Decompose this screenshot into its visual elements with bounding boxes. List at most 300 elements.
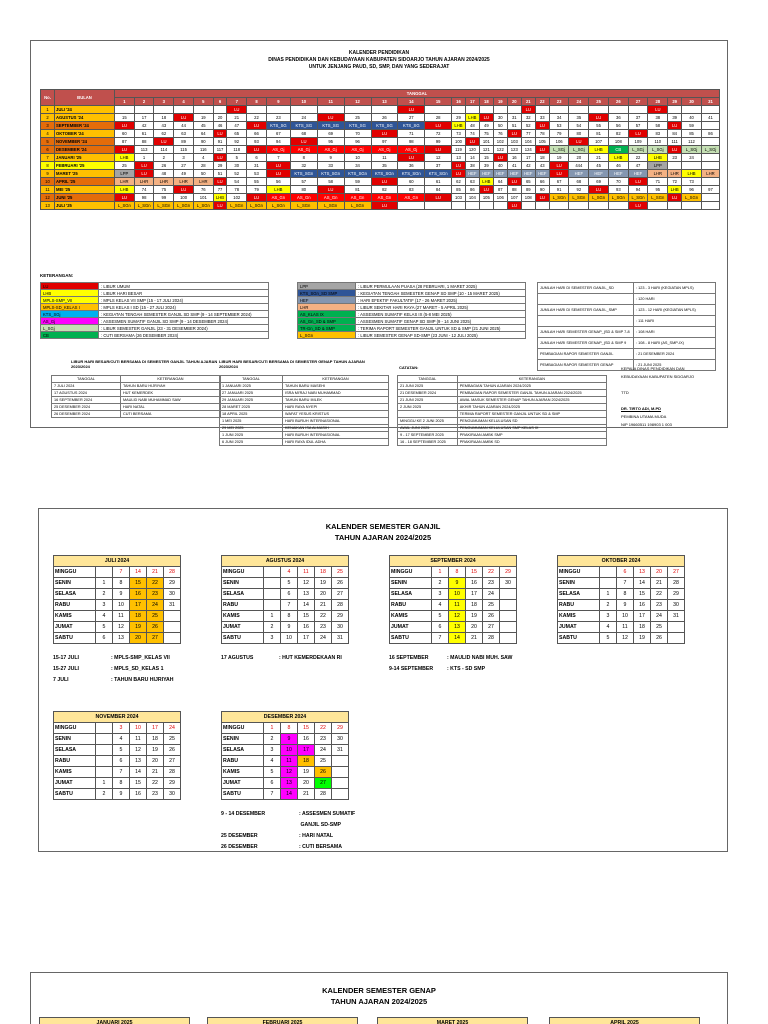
summary-value: : 21 JUNI 2025 <box>634 360 716 371</box>
week-row <box>222 622 349 633</box>
event-date: 17 AGUSTUS <box>221 655 254 661</box>
day-cell: L_SGn <box>648 194 668 202</box>
month-name: JANUARI 2025 <box>40 1018 190 1024</box>
day-cell: 38 <box>465 162 479 170</box>
event-text: : HARI NATAL <box>299 833 334 839</box>
date-cell: 27 <box>164 756 181 767</box>
week-row <box>222 567 349 578</box>
day-cell <box>589 202 609 210</box>
date-cell: 1 <box>264 611 281 622</box>
day-cell: 37 <box>628 114 648 122</box>
day-cell: LU <box>569 138 589 146</box>
day-cell: 108 <box>521 194 535 202</box>
hdr-tanggal: TANGGAL <box>115 90 720 98</box>
legend-row <box>41 290 269 297</box>
date-cell: 6 <box>113 756 130 767</box>
day-cell: 89 <box>521 186 535 194</box>
date-cell: 29 <box>500 567 517 578</box>
day-header: 12 <box>344 98 371 106</box>
semester-genap-page <box>30 972 728 1024</box>
day-cell: 117 <box>213 146 227 154</box>
day-cell: 87 <box>115 138 135 146</box>
day-cell: 106 <box>493 194 507 202</box>
sign-line: TTD <box>621 390 629 395</box>
legend-row <box>41 304 269 311</box>
title-line-1: KALENDER PENDIDIKAN <box>348 50 410 56</box>
date-cell: 7 <box>281 600 298 611</box>
event-line <box>53 653 174 664</box>
date-cell: 23 <box>147 789 164 800</box>
event-date: 25 DESEMBER <box>221 833 258 839</box>
notes-date: 21 JUNI 2025 <box>398 383 458 390</box>
day-cell: 103 <box>452 194 466 202</box>
day-cell: 95 <box>317 138 344 146</box>
day-name: JUMAT <box>222 622 264 633</box>
date-cell: 24 <box>164 723 181 734</box>
day-cell: 73 <box>682 178 702 186</box>
date-cell: 15 <box>130 778 147 789</box>
calendar-year-page <box>30 40 728 444</box>
day-cell: 75 <box>479 130 493 138</box>
day-cell: LU <box>317 114 344 122</box>
summary-key: JUMLAH HARI DI SEMESTER GANJIL_SD <box>538 283 634 294</box>
day-cell: L_SGn <box>134 202 154 210</box>
day-cell <box>174 106 194 114</box>
legend-key: AS_KLAS IX <box>298 311 356 318</box>
day-name: SABTU <box>222 789 264 800</box>
event-line <box>221 809 355 820</box>
date-cell: 16 <box>298 622 315 633</box>
day-cell: 24 <box>682 154 702 162</box>
day-cell: 54 <box>227 178 247 186</box>
day-cell: LU <box>213 178 227 186</box>
day-cell: 43 <box>535 162 549 170</box>
date-cell: 8 <box>281 723 298 734</box>
day-cell: 70 <box>344 130 371 138</box>
day-cell: 68 <box>569 178 589 186</box>
month-row <box>41 170 720 178</box>
row-no: 7 <box>41 154 55 162</box>
day-name: KAMIS <box>222 611 264 622</box>
day-cell <box>452 106 466 114</box>
date-cell: 4 <box>264 756 281 767</box>
day-cell: 94 <box>266 138 290 146</box>
notes-genap-head: LIBUR HARI BESAR/CUTI BERSAMA DI SEMESTER GENAP TAHUN AJARAN 2023/2024 <box>219 359 365 369</box>
day-name: SENIN <box>390 578 432 589</box>
date-cell: 29 <box>332 723 349 734</box>
day-cell: 66 <box>535 178 549 186</box>
day-name: SELASA <box>54 745 96 756</box>
date-cell: 27 <box>483 622 500 633</box>
day-cell: 34 <box>344 162 371 170</box>
notes-date: 26 DESEMBER 2024 <box>52 411 121 418</box>
day-cell: 21 <box>589 154 609 162</box>
day-cell: LHB <box>682 170 702 178</box>
day-header: 31 <box>701 98 719 106</box>
date-cell: 26 <box>147 622 164 633</box>
summary-key: PEMBAGIAN RAPOR SEMESTER GANJIL <box>538 349 634 360</box>
date-cell: 28 <box>483 633 500 644</box>
date-cell: 4 <box>96 611 113 622</box>
day-cell: 27 <box>398 114 425 122</box>
notes-desc: TAHUN BARU MASEHI <box>283 383 389 390</box>
date-cell <box>96 767 113 778</box>
week-row <box>558 633 685 644</box>
date-cell: 15 <box>298 611 315 622</box>
date-cell: 17 <box>130 600 147 611</box>
date-cell: 30 <box>332 622 349 633</box>
event-date: 15-27 JULI <box>53 666 79 672</box>
day-cell: LU <box>213 202 227 210</box>
event-line <box>221 653 342 664</box>
day-cell: 109 <box>628 138 648 146</box>
date-cell: 30 <box>332 734 349 745</box>
date-cell: 8 <box>281 611 298 622</box>
day-name: SENIN <box>222 578 264 589</box>
date-cell: 26 <box>332 578 349 589</box>
day-cell: 103 <box>507 138 521 146</box>
date-cell: 19 <box>634 633 651 644</box>
day-name: SABTU <box>54 633 96 644</box>
day-cell: 49 <box>174 170 194 178</box>
day-cell: 13 <box>452 154 466 162</box>
notes-desc: TAHUN BARU IMLEK <box>283 397 389 404</box>
day-cell <box>648 202 668 210</box>
summary-key <box>538 294 634 305</box>
date-cell: 21 <box>147 767 164 778</box>
summary-key <box>538 316 634 327</box>
summary-value: : 111 HARI <box>634 316 716 327</box>
day-cell: LU <box>521 106 535 114</box>
week-row <box>222 600 349 611</box>
day-cell: LHR <box>701 170 719 178</box>
summary-row <box>538 294 716 305</box>
legend-key: MPLS-SD_KELAS I <box>41 304 99 311</box>
week-row <box>222 723 349 734</box>
day-cell: LU <box>507 130 521 138</box>
day-header: 30 <box>682 98 702 106</box>
day-cell: L_SGn <box>569 194 589 202</box>
day-header-row <box>41 98 720 106</box>
legend-key: KTS_SGj <box>41 311 99 318</box>
day-cell: KTS_SGn <box>425 170 452 178</box>
day-cell: 58 <box>648 122 668 130</box>
row-no: 11 <box>41 186 55 194</box>
notes-row <box>398 411 607 418</box>
day-cell: 74 <box>134 186 154 194</box>
notes-desc: WAFAT YESUS KRISTUS <box>283 411 389 418</box>
date-cell: 9 <box>113 589 130 600</box>
day-cell: L_SGn <box>193 202 213 210</box>
legend-value: : KEGIATAN TENGAH SEMESTER GANJIL SD SMP (9 - 14 SEPTEMBER 2024) <box>99 311 269 318</box>
day-cell: LU <box>115 146 135 154</box>
week-row <box>54 611 181 622</box>
day-cell: L_SGn <box>608 194 628 202</box>
day-header: 2 <box>134 98 154 106</box>
day-cell: 69 <box>317 130 344 138</box>
notes-date: 9 - 17 SEPTEMBER 2025 <box>398 432 458 439</box>
legend-value: : LIBUR SEMESTER GANJIL (23 - 31 DESEMBER 2024) <box>99 325 269 332</box>
notes-date: 27 JANUARI 2025 <box>220 390 283 397</box>
date-cell: 22 <box>315 611 332 622</box>
notes-row <box>398 383 607 390</box>
day-cell: L_SGj <box>549 146 569 154</box>
date-cell: 6 <box>617 567 634 578</box>
notes-row <box>220 432 389 439</box>
date-cell: 30 <box>164 589 181 600</box>
day-cell: 24 <box>290 114 317 122</box>
week-row <box>558 622 685 633</box>
row-no: 1 <box>41 106 55 114</box>
date-cell: 24 <box>483 589 500 600</box>
day-name: RABU <box>54 600 96 611</box>
date-cell <box>164 622 181 633</box>
day-cell: AS_Gn <box>317 194 344 202</box>
day-cell <box>479 202 493 210</box>
date-cell: 12 <box>617 633 634 644</box>
row-month: SEPTEMBER '24 <box>55 122 115 130</box>
day-cell: 36 <box>608 114 628 122</box>
day-cell: 56 <box>266 178 290 186</box>
notes-desc: AKHIR TAHUN AJARAN 2024/2025 <box>457 404 606 411</box>
date-cell: 16 <box>130 589 147 600</box>
day-cell: 42 <box>134 122 154 130</box>
day-cell: LU <box>213 130 227 138</box>
date-cell: 1 <box>264 723 281 734</box>
day-cell: LU <box>507 202 521 210</box>
day-cell: 41 <box>701 114 719 122</box>
day-cell: 35 <box>371 162 398 170</box>
day-header: 17 <box>465 98 479 106</box>
day-cell <box>701 194 719 202</box>
notes-ganjil-table <box>51 375 221 418</box>
day-cell: 38 <box>648 114 668 122</box>
event-text: : ASSESMEN SUMATIF <box>299 811 356 817</box>
day-name: SABTU <box>558 633 600 644</box>
week-row <box>558 600 685 611</box>
notes-row <box>220 404 389 411</box>
day-cell: 86 <box>701 130 719 138</box>
date-cell: 23 <box>651 600 668 611</box>
date-cell: 25 <box>147 611 164 622</box>
legend-row <box>41 332 269 339</box>
date-cell <box>668 633 685 644</box>
day-cell: 91 <box>213 138 227 146</box>
day-cell: 59 <box>682 122 702 130</box>
day-header: 11 <box>317 98 344 106</box>
notes-row <box>220 418 389 425</box>
day-cell: 118 <box>227 146 247 154</box>
legend-row <box>41 311 269 318</box>
day-cell: 119 <box>452 146 466 154</box>
day-cell: LHB <box>452 122 466 130</box>
date-cell: 3 <box>432 589 449 600</box>
notes-desc: KENAIKAN ISA ALMASIH <box>283 425 389 432</box>
month-name: AGUSTUS 2024 <box>222 556 349 567</box>
row-month: OKTOBER '24 <box>55 130 115 138</box>
date-cell: 19 <box>315 578 332 589</box>
day-name: JUMAT <box>54 778 96 789</box>
notes-date: 25 DESEMBER 2024 <box>52 404 121 411</box>
day-cell: 14 <box>465 154 479 162</box>
date-cell: 19 <box>130 622 147 633</box>
notes-desc: PRAKIRAAN AMBK SD <box>457 439 606 446</box>
day-name: JUMAT <box>222 778 264 789</box>
date-cell: 13 <box>634 567 651 578</box>
summary-value: : 123 - 3 HARI (KEGIATAN MPLS) <box>634 283 716 294</box>
title-line-1: KALENDER SEMESTER GANJIL <box>325 522 441 531</box>
summary-row <box>538 283 716 294</box>
sign-line: PEMBINA UTAMA MUDA <box>621 414 667 419</box>
day-cell: LU <box>266 170 290 178</box>
notes-header <box>52 376 221 383</box>
day-cell: LHB <box>213 194 227 202</box>
month-name: NOVEMBER 2024 <box>54 712 181 723</box>
month-row <box>41 122 720 130</box>
day-cell: 53 <box>549 122 569 130</box>
day-cell <box>701 202 719 210</box>
day-cell: 28 <box>193 162 213 170</box>
date-cell: 17 <box>466 589 483 600</box>
day-cell: 27 <box>174 162 194 170</box>
month-header <box>54 712 181 723</box>
day-cell: 16 <box>507 154 521 162</box>
legend-value: : CUTI BERSAMA (26 DESEMBER 2024) <box>99 332 269 339</box>
notes-date: 1 MEI 2025 <box>220 418 283 425</box>
title-line-2: TAHUN AJARAN 2024/2025 <box>334 533 432 542</box>
event-text: : MPLS-SMP_KELAS VII <box>111 655 170 661</box>
day-cell: 22 <box>247 114 267 122</box>
row-no: 3 <box>41 122 55 130</box>
row-month: NOVEMBER '24 <box>55 138 115 146</box>
event-group <box>389 653 512 675</box>
day-cell: 12 <box>425 154 452 162</box>
date-cell <box>264 600 281 611</box>
day-cell: 4 <box>193 154 213 162</box>
date-cell: 8 <box>113 778 130 789</box>
date-cell: 10 <box>617 611 634 622</box>
day-name: KAMIS <box>54 767 96 778</box>
date-cell: 17 <box>298 745 315 756</box>
date-cell: 15 <box>634 589 651 600</box>
date-cell: 11 <box>449 600 466 611</box>
day-cell: LU <box>668 194 682 202</box>
date-cell: 12 <box>113 622 130 633</box>
summary-value: : 21 DESEMBER 2024 <box>634 349 716 360</box>
day-cell: 79 <box>247 186 267 194</box>
day-cell: LU <box>535 194 549 202</box>
sign-line <box>621 397 694 405</box>
notes-date: 21 JUNI 2025 <box>398 397 458 404</box>
day-cell: 3 <box>174 154 194 162</box>
day-cell: 57 <box>290 178 317 186</box>
day-header: 16 <box>452 98 466 106</box>
notes-desc: PENGUMUMAN KELULUSAN SMP KELAS IX <box>457 425 606 432</box>
date-cell <box>264 567 281 578</box>
legend-middle <box>297 282 526 339</box>
date-cell: 27 <box>332 589 349 600</box>
day-cell: 60 <box>115 130 135 138</box>
day-cell: 51 <box>213 170 227 178</box>
notes-desc: PRAKIRAAN AMBK SMP <box>457 432 606 439</box>
date-cell: 21 <box>298 789 315 800</box>
day-name: MINGGU <box>222 567 264 578</box>
day-cell: LU <box>628 202 648 210</box>
day-cell: LPP <box>648 162 668 170</box>
date-cell: 20 <box>130 633 147 644</box>
day-cell: 55 <box>589 122 609 130</box>
day-cell: 40 <box>493 162 507 170</box>
summary-row <box>538 338 716 349</box>
day-header: 21 <box>521 98 535 106</box>
day-name: SELASA <box>54 589 96 600</box>
date-cell: 25 <box>651 622 668 633</box>
day-name: SENIN <box>558 578 600 589</box>
month-header <box>222 712 349 723</box>
legend-value: : LIBUR SEKITAR HARI RAYA (27 MARET - 5 APRIL 2025) <box>356 304 526 311</box>
day-header: 28 <box>648 98 668 106</box>
month-calendar <box>53 555 181 644</box>
date-cell: 29 <box>164 578 181 589</box>
date-cell: 22 <box>147 578 164 589</box>
legend-value: : ASSESMEN SUMATIF GANJIL SD SMP (9 - 14 DESEMBER 2024) <box>99 318 269 325</box>
day-cell: 69 <box>589 178 609 186</box>
day-name: KAMIS <box>558 611 600 622</box>
date-cell: 7 <box>113 767 130 778</box>
row-no: 4 <box>41 130 55 138</box>
day-cell: 90 <box>535 186 549 194</box>
date-cell: 13 <box>449 622 466 633</box>
day-cell: 26 <box>154 162 174 170</box>
day-cell: LU <box>398 106 425 114</box>
day-cell: HEF <box>479 170 493 178</box>
day-cell: LHR <box>115 178 135 186</box>
day-name: MINGGU <box>54 723 96 734</box>
month-calendar <box>377 1017 528 1024</box>
date-cell: 14 <box>130 567 147 578</box>
day-cell: L_SGn <box>589 194 609 202</box>
day-name: KAMIS <box>54 611 96 622</box>
date-cell: 20 <box>315 589 332 600</box>
day-cell: 75 <box>154 186 174 194</box>
week-row <box>222 745 349 756</box>
week-row <box>54 789 181 800</box>
day-cell: L_SGn <box>174 202 194 210</box>
day-name: SELASA <box>222 589 264 600</box>
day-header: 3 <box>154 98 174 106</box>
date-cell: 28 <box>668 578 685 589</box>
date-cell: 22 <box>315 723 332 734</box>
date-cell <box>164 611 181 622</box>
day-cell: LHR <box>193 178 213 186</box>
day-cell: 93 <box>247 138 267 146</box>
date-cell: 14 <box>634 578 651 589</box>
event-text: : CUTI BERSAMA <box>299 844 342 850</box>
day-cell <box>701 154 719 162</box>
day-cell: LHR <box>648 170 668 178</box>
notes-desc: PEMBAGIAN TAHUN AJARAN 2024/2025 <box>457 383 606 390</box>
sign-name: DR. TIRTO ADI, M.PD <box>621 406 661 411</box>
day-name: SENIN <box>54 734 96 745</box>
day-cell: 55 <box>247 178 267 186</box>
day-cell: 83 <box>398 186 425 194</box>
date-cell: 16 <box>466 578 483 589</box>
date-cell: 21 <box>147 567 164 578</box>
day-cell: 33 <box>317 162 344 170</box>
page1-title <box>31 50 727 71</box>
month-name: MARET 2025 <box>378 1018 528 1024</box>
day-cell: L_SGn <box>317 202 344 210</box>
